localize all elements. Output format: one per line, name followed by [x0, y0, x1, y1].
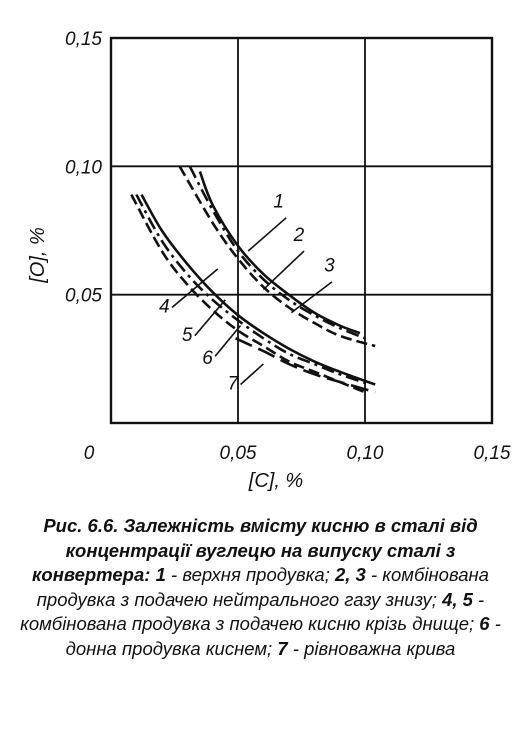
caption-item-7-number: 7: [277, 637, 288, 659]
caption-item-2-3-number: 2, 3: [334, 564, 366, 585]
y-axis-label: [O], %: [27, 227, 49, 283]
curve-label-4: 4: [159, 296, 170, 318]
caption-item-1-number: 1: [155, 564, 166, 585]
y-tick-label-2: 0,10: [65, 157, 102, 179]
x-tick-label-3: 0,10: [346, 443, 384, 464]
caption-item-4-5-text: - комбінована продувка з подачею кисню крізь днище;: [20, 588, 485, 634]
y-tick-label-3: 0,15: [65, 29, 102, 50]
caption-title: Рис. 6.6. Залежність вмісту кисню в сталі від концентрації вуглецю на випуску сталі з конвертера:: [32, 515, 478, 585]
curve-5: [136, 195, 370, 385]
caption-item-4-5-number: 4, 5: [442, 588, 473, 610]
curve-label-7: 7: [227, 373, 239, 395]
leader-line-3: [291, 282, 332, 313]
x-tick-label-4: 0,15: [473, 443, 511, 464]
curve-label-1: 1: [273, 191, 284, 213]
chart-curves: [131, 166, 375, 392]
leader-line-6: [215, 325, 240, 356]
x-axis-label: [C], %: [248, 470, 304, 492]
x-tick-label-2: 0,05: [219, 443, 257, 464]
curve-label-3: 3: [324, 255, 335, 277]
curve-label-5: 5: [181, 324, 193, 346]
x-tick-label-1: 0: [83, 443, 95, 464]
leader-line-7: [241, 364, 264, 385]
caption-item-2-3-text: - комбінована продувка з подачею нейтрального газу знизу;: [36, 564, 489, 610]
figure-caption: [8, 514, 513, 661]
y-tick-label-1: 0,05: [65, 285, 102, 307]
curve-7: [236, 338, 376, 392]
caption-item-6-text: - донна продувка киснем;: [65, 613, 501, 659]
caption-item-7-text: - рівноважна крива: [287, 637, 456, 659]
leader-line-2: [263, 251, 304, 289]
curve-label-6: 6: [202, 347, 213, 369]
axis-ticks: [65, 29, 511, 464]
caption-item-6-number: 6: [479, 613, 490, 634]
curve-6: [131, 195, 365, 393]
curve-4: [142, 195, 376, 385]
curve-labels: [159, 191, 335, 394]
caption-item-1-text: - верхня продувка;: [165, 564, 330, 585]
curve-label-2: 2: [293, 224, 305, 246]
leader-line-1: [248, 218, 286, 251]
